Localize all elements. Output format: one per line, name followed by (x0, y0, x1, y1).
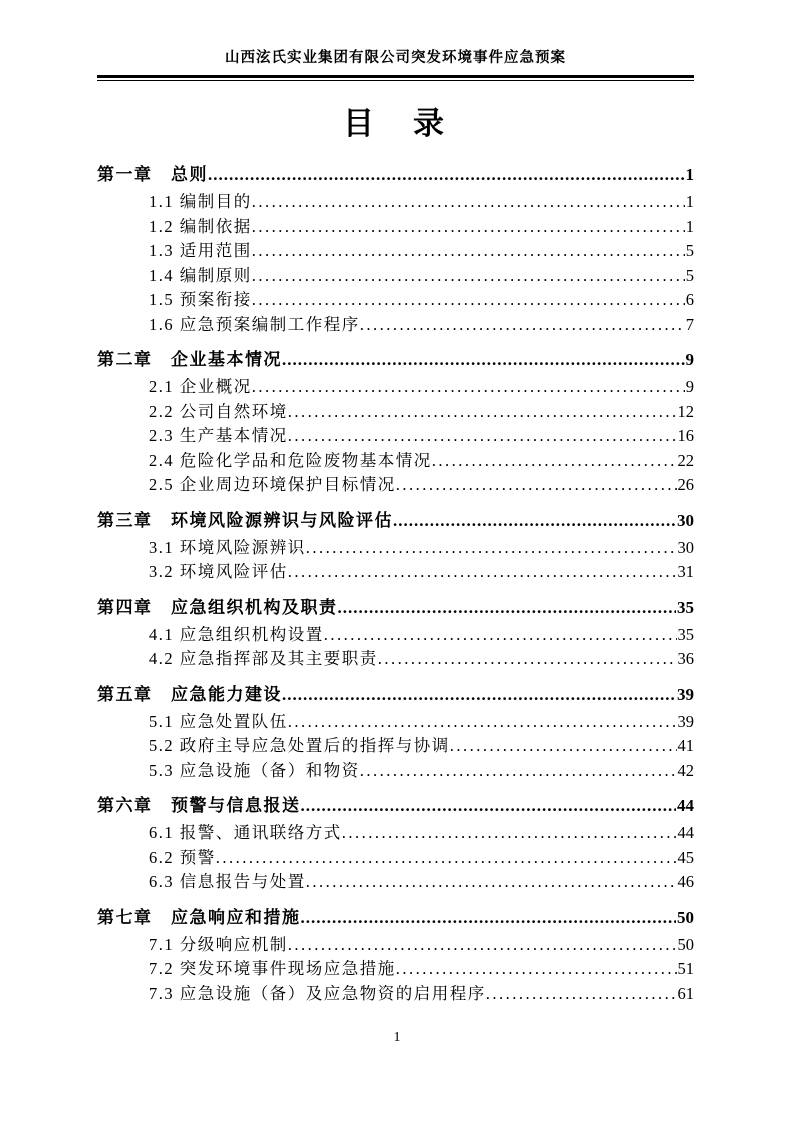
toc-section-entry-label: 4.2 应急指挥部及其主要职责 (149, 649, 378, 668)
toc-section-entry (97, 473, 694, 498)
dot-leader (393, 507, 676, 534)
dot-leader (288, 400, 677, 425)
toc-chapter-entry-page-number: 44 (677, 796, 694, 815)
page-number: 1 (393, 1030, 401, 1045)
toc-section-entry-label: 2.4 危险化学品和危险废物基本情况 (149, 450, 432, 470)
content-column (97, 0, 694, 1006)
page-footer (0, 1030, 794, 1046)
toc-section-entry-page-number: 5 (685, 265, 694, 285)
dot-leader (486, 982, 677, 1007)
toc-section-entry-page-number: 31 (677, 562, 694, 581)
toc-chapter-entry-page-number: 50 (677, 907, 694, 927)
toc-section-entry-page-number: 7 (685, 314, 694, 334)
toc-section-entry-page-number: 1 (685, 192, 694, 211)
dot-leader (396, 473, 677, 498)
dot-leader (360, 759, 677, 784)
toc-section-entry-label: 5.1 应急处置队伍 (149, 711, 288, 731)
toc-section-entry-page-number: 51 (677, 959, 694, 978)
toc-section-entry (97, 821, 694, 846)
toc-section-entry-label: 6.2 预警 (149, 847, 216, 867)
toc-section-entry-page-number: 36 (677, 649, 694, 668)
dot-leader (338, 594, 677, 621)
toc-section-entry (97, 710, 694, 735)
toc-chapter-entry-label: 第二章 企业基本情况 (97, 350, 282, 369)
toc-section-entry (97, 623, 694, 648)
dot-leader (288, 933, 677, 958)
toc-section-entry-label: 1.4 编制原则 (149, 265, 252, 285)
toc-chapter-entry (97, 792, 694, 819)
dot-leader (288, 424, 677, 449)
toc-section-entry (97, 759, 694, 784)
toc-section-entry-page-number: 12 (677, 401, 694, 421)
toc-section-entry (97, 288, 694, 313)
dot-leader (252, 375, 685, 400)
toc-section-entry (97, 400, 694, 425)
toc-chapter-entry-label: 第六章 预警与信息报送 (97, 796, 301, 815)
dot-leader (282, 681, 676, 708)
dot-leader (360, 313, 685, 338)
toc-section-entry-label: 6.1 报警、通讯联络方式 (149, 823, 342, 842)
toc-section-entry-page-number: 35 (677, 624, 694, 644)
header-divider (97, 75, 694, 81)
toc-section-entry (97, 449, 694, 474)
dot-leader (324, 623, 677, 648)
dot-leader (306, 536, 677, 561)
toc-section-entry-label: 1.2 编制依据 (149, 216, 252, 236)
toc-chapter-entry (97, 681, 694, 708)
toc-chapter-entry-page-number: 35 (677, 597, 694, 617)
toc-section-entry-page-number: 46 (677, 872, 694, 891)
toc-section-entry-label: 7.2 突发环境事件现场应急措施 (149, 959, 396, 978)
toc-section-entry-page-number: 30 (677, 537, 694, 557)
toc-section-entry (97, 375, 694, 400)
dot-leader (288, 560, 677, 585)
dot-leader (378, 647, 677, 672)
toc-section-entry-page-number: 22 (677, 450, 694, 470)
toc-section-entry (97, 982, 694, 1007)
toc-chapter-entry (97, 904, 694, 931)
toc-section-entry-page-number: 26 (677, 475, 694, 494)
toc-section-entry-label: 5.3 应急设施（备）和物资 (149, 760, 360, 780)
toc-section-entry-page-number: 1 (685, 216, 694, 236)
dot-leader (282, 346, 685, 373)
dot-leader (252, 264, 685, 289)
toc-chapter-entry (97, 346, 694, 373)
toc-section-entry-label: 3.2 环境风险评估 (149, 562, 288, 581)
toc-chapter-entry-label: 第五章 应急能力建设 (97, 684, 282, 704)
toc-chapter-entry-page-number: 1 (685, 165, 694, 184)
toc-section-entry-page-number: 9 (685, 377, 694, 396)
toc-section-entry-page-number: 45 (677, 847, 694, 867)
toc-section-entry (97, 536, 694, 561)
toc-section-entry (97, 734, 694, 759)
toc-chapter-entry (97, 161, 694, 188)
toc-section-entry-page-number: 6 (685, 290, 694, 309)
toc-section-entry-label: 1.3 适用范围 (149, 241, 252, 260)
dot-leader (252, 190, 685, 215)
dot-leader (301, 792, 677, 819)
toc-section-entry (97, 870, 694, 895)
dot-leader (288, 710, 677, 735)
toc-section-entry (97, 239, 694, 264)
dot-leader (216, 846, 677, 871)
toc-chapter-entry-label: 第一章 总则 (97, 165, 208, 184)
toc-section-entry-page-number: 50 (677, 934, 694, 954)
toc-section-entry-label: 2.2 公司自然环境 (149, 401, 288, 421)
toc-chapter-entry-page-number: 9 (685, 350, 694, 369)
toc-section-entry (97, 933, 694, 958)
toc-section-entry (97, 560, 694, 585)
toc-section-entry-page-number: 16 (677, 426, 694, 445)
toc-section-entry (97, 846, 694, 871)
toc-section-entry-label: 1.6 应急预案编制工作程序 (149, 314, 360, 334)
toc-section-entry-page-number: 39 (677, 711, 694, 731)
toc-section-entry-label: 7.1 分级响应机制 (149, 934, 288, 954)
dot-leader (252, 239, 685, 264)
toc-chapter-entry-label: 第三章 环境风险源辨识与风险评估 (97, 510, 393, 530)
toc-section-entry-page-number: 61 (677, 983, 694, 1003)
toc-section-entry-page-number: 5 (685, 241, 694, 260)
toc-section-entry-label: 2.3 生产基本情况 (149, 426, 288, 445)
toc-section-entry (97, 264, 694, 289)
toc-section-entry (97, 313, 694, 338)
toc-section-entry (97, 215, 694, 240)
toc-section-entry-label: 3.1 环境风险源辨识 (149, 537, 306, 557)
toc-section-entry (97, 424, 694, 449)
toc-chapter-entry-label: 第四章 应急组织机构及职责 (97, 597, 338, 617)
dot-leader (301, 904, 677, 931)
toc-chapter-entry (97, 507, 694, 534)
dot-leader (342, 821, 677, 846)
toc-chapter-entry-label: 第七章 应急响应和措施 (97, 907, 301, 927)
toc-section-entry-label: 2.1 企业概况 (149, 377, 252, 396)
toc-section-entry-label: 5.2 政府主导应急处置后的指挥与协调 (149, 736, 450, 755)
dot-leader (396, 957, 677, 982)
toc-section-entry-label: 7.3 应急设施（备）及应急物资的启用程序 (149, 983, 486, 1003)
toc-section-entry-label: 1.1 编制目的 (149, 192, 252, 211)
dot-leader (450, 734, 677, 759)
toc-chapter-entry-page-number: 30 (677, 510, 694, 530)
table-of-contents (97, 161, 694, 1006)
toc-section-entry (97, 957, 694, 982)
toc-section-entry-page-number: 41 (677, 736, 694, 755)
toc-chapter-entry-page-number: 39 (677, 684, 694, 704)
dot-leader (432, 449, 677, 474)
dot-leader (208, 161, 685, 188)
header-title: 山西泫氏实业集团有限公司突发环境事件应急预案 (225, 50, 566, 66)
toc-title: 目 录 (343, 106, 448, 141)
toc-chapter-entry (97, 594, 694, 621)
toc-section-entry-page-number: 42 (677, 760, 694, 780)
toc-section-entry-label: 1.5 预案衔接 (149, 290, 252, 309)
toc-section-entry-label: 2.5 企业周边环境保护目标情况 (149, 475, 396, 494)
dot-leader (252, 215, 685, 240)
toc-section-entry-label: 6.3 信息报告与处置 (149, 872, 306, 891)
toc-section-entry-page-number: 44 (677, 823, 694, 842)
toc-section-entry (97, 190, 694, 215)
dot-leader (252, 288, 685, 313)
toc-section-entry (97, 647, 694, 672)
toc-section-entry-label: 4.1 应急组织机构设置 (149, 624, 324, 644)
dot-leader (306, 870, 677, 895)
